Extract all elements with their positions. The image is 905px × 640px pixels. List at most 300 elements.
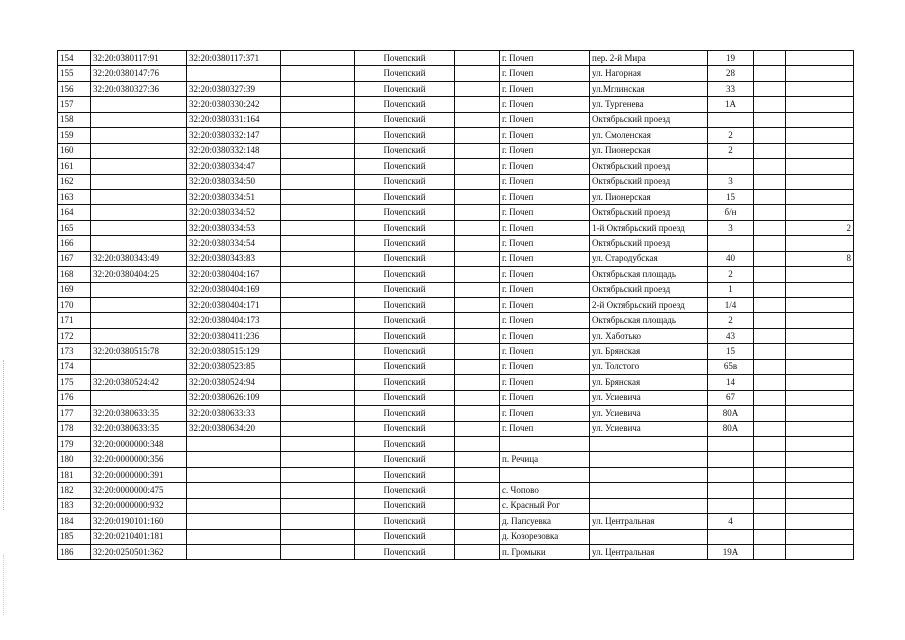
cell-flat: [786, 236, 854, 251]
cell-empty: [455, 97, 500, 112]
cell-house: [708, 452, 754, 467]
cell-district: Почепский: [355, 328, 455, 343]
cell-row-number: 175: [58, 375, 91, 390]
cell-cadastral-building: [187, 66, 281, 81]
cell-cadastral-land: [91, 143, 187, 158]
cell-cadastral-land: [91, 205, 187, 220]
cell-street: ул. Смоленская: [590, 128, 708, 143]
cell-street: ул. Брянская: [590, 344, 708, 359]
cell-empty: [281, 159, 355, 174]
cell-cadastral-building: 32:20:0380515:129: [187, 344, 281, 359]
cell-flat: [786, 421, 854, 436]
cell-house: 2: [708, 313, 754, 328]
cell-locality: г. Почеп: [500, 328, 590, 343]
cell-district: Почепский: [355, 81, 455, 96]
cell-empty: [455, 282, 500, 297]
cell-empty: [281, 390, 355, 405]
cell-flat: [786, 313, 854, 328]
cell-cadastral-land: 32:20:0000000:391: [91, 467, 187, 482]
cell-row-number: 154: [58, 51, 91, 66]
cell-district: Почепский: [355, 97, 455, 112]
cell-row-number: 174: [58, 359, 91, 374]
cell-flat: [786, 97, 854, 112]
cell-cadastral-land: 32:20:0380117:91: [91, 51, 187, 66]
cell-row-number: 157: [58, 97, 91, 112]
cell-street: ул. Пионерская: [590, 143, 708, 158]
cell-empty: [455, 467, 500, 482]
cell-locality: [500, 467, 590, 482]
table-row: [58, 220, 854, 235]
cell-cadastral-land: [91, 298, 187, 313]
cell-row-number: 170: [58, 298, 91, 313]
scan-edge-mark: [3, 360, 5, 510]
cell-locality: п. Громыки: [500, 545, 590, 560]
cell-empty: [281, 421, 355, 436]
cell-empty: [455, 498, 500, 513]
table-row: [58, 359, 854, 374]
cell-locality: г. Почеп: [500, 390, 590, 405]
cell-locality: г. Почеп: [500, 66, 590, 81]
cell-flat: [786, 467, 854, 482]
cell-house: б/н: [708, 205, 754, 220]
table-row: [58, 128, 854, 143]
cell-row-number: 158: [58, 112, 91, 127]
cell-flat: [786, 174, 854, 189]
cell-house: 80А: [708, 406, 754, 421]
table-row: [58, 313, 854, 328]
cell-empty: [281, 97, 355, 112]
cell-cadastral-land: 32:20:0380633:35: [91, 406, 187, 421]
table-row: [58, 344, 854, 359]
cell-row-number: 156: [58, 81, 91, 96]
cell-house: [708, 467, 754, 482]
cell-cadastral-land: 32:20:0000000:348: [91, 436, 187, 451]
cell-flat: [786, 328, 854, 343]
cell-cadastral-land: [91, 313, 187, 328]
cell-locality: с. Чопово: [500, 483, 590, 498]
cell-empty: [754, 529, 786, 544]
cell-cadastral-land: [91, 189, 187, 204]
cell-street: [590, 467, 708, 482]
cell-street: [590, 452, 708, 467]
cell-empty: [754, 220, 786, 235]
cell-empty: [281, 359, 355, 374]
cell-locality: г. Почеп: [500, 236, 590, 251]
table-row: [58, 251, 854, 266]
cell-empty: [754, 143, 786, 158]
cell-locality: г. Почеп: [500, 174, 590, 189]
table-row: [58, 159, 854, 174]
cell-street: ул. Нагорная: [590, 66, 708, 81]
cell-empty: [281, 128, 355, 143]
cell-locality: г. Почеп: [500, 359, 590, 374]
cell-empty: [281, 467, 355, 482]
cell-cadastral-building: 32:20:0380404:171: [187, 298, 281, 313]
cell-district: Почепский: [355, 143, 455, 158]
cell-street: ул. Толстого: [590, 359, 708, 374]
document-sheet: [57, 50, 853, 560]
cell-empty: [455, 236, 500, 251]
cell-locality: п. Речица: [500, 452, 590, 467]
cell-cadastral-land: 32:20:0380327:36: [91, 81, 187, 96]
cell-locality: г. Почеп: [500, 128, 590, 143]
cell-flat: [786, 267, 854, 282]
cell-empty: [754, 267, 786, 282]
cell-district: Почепский: [355, 436, 455, 451]
cell-empty: [281, 375, 355, 390]
cell-flat: 2: [786, 220, 854, 235]
cell-district: Почепский: [355, 174, 455, 189]
cell-empty: [754, 375, 786, 390]
cell-cadastral-building: 32:20:0380334:54: [187, 236, 281, 251]
cell-empty: [455, 375, 500, 390]
cell-street: [590, 498, 708, 513]
table-row: [58, 390, 854, 405]
cell-empty: [281, 529, 355, 544]
cell-flat: [786, 452, 854, 467]
cell-empty: [455, 313, 500, 328]
cell-flat: 8: [786, 251, 854, 266]
cell-cadastral-land: [91, 328, 187, 343]
cell-row-number: 186: [58, 545, 91, 560]
cell-flat: [786, 436, 854, 451]
cell-empty: [455, 514, 500, 529]
cell-empty: [754, 81, 786, 96]
cell-empty: [754, 66, 786, 81]
cell-empty: [754, 436, 786, 451]
cell-locality: г. Почеп: [500, 375, 590, 390]
cell-house: 1/4: [708, 298, 754, 313]
cell-cadastral-building: 32:20:0380332:147: [187, 128, 281, 143]
cell-empty: [281, 436, 355, 451]
cell-cadastral-land: 32:20:0000000:932: [91, 498, 187, 513]
cell-district: Почепский: [355, 51, 455, 66]
cell-cadastral-building: [187, 483, 281, 498]
cell-flat: [786, 112, 854, 127]
cell-empty: [281, 236, 355, 251]
cell-district: Почепский: [355, 498, 455, 513]
cell-district: Почепский: [355, 313, 455, 328]
cell-empty: [455, 251, 500, 266]
cell-row-number: 177: [58, 406, 91, 421]
cell-empty: [455, 66, 500, 81]
cell-street: ул. Центральная: [590, 514, 708, 529]
cell-house: [708, 159, 754, 174]
cell-empty: [455, 189, 500, 204]
cell-empty: [455, 220, 500, 235]
table-body: [58, 51, 854, 560]
cell-flat: [786, 375, 854, 390]
cell-street: Октябрьский проезд: [590, 112, 708, 127]
cell-locality: г. Почеп: [500, 205, 590, 220]
table-row: [58, 143, 854, 158]
cell-empty: [754, 128, 786, 143]
cell-empty: [455, 159, 500, 174]
table-row: [58, 205, 854, 220]
cell-row-number: 162: [58, 174, 91, 189]
cell-flat: [786, 529, 854, 544]
cell-locality: г. Почеп: [500, 282, 590, 297]
cell-empty: [754, 189, 786, 204]
cell-cadastral-building: 32:20:0380334:52: [187, 205, 281, 220]
cell-cadastral-land: 32:20:0380515:78: [91, 344, 187, 359]
cell-cadastral-building: 32:20:0380626:109: [187, 390, 281, 405]
cell-house: 1А: [708, 97, 754, 112]
table-row: [58, 66, 854, 81]
cell-empty: [281, 514, 355, 529]
cell-cadastral-building: 32:20:0380634:20: [187, 421, 281, 436]
cell-house: 2: [708, 143, 754, 158]
cell-locality: г. Почеп: [500, 421, 590, 436]
cell-row-number: 173: [58, 344, 91, 359]
cell-empty: [281, 452, 355, 467]
cell-cadastral-building: 32:20:0380332:148: [187, 143, 281, 158]
cell-cadastral-building: 32:20:0380404:169: [187, 282, 281, 297]
cell-house: 2: [708, 128, 754, 143]
cell-empty: [281, 51, 355, 66]
cell-locality: г. Почеп: [500, 220, 590, 235]
cell-empty: [455, 359, 500, 374]
cell-empty: [455, 406, 500, 421]
cell-empty: [281, 267, 355, 282]
table-row: [58, 328, 854, 343]
cell-locality: г. Почеп: [500, 97, 590, 112]
cell-row-number: 155: [58, 66, 91, 81]
cell-district: Почепский: [355, 251, 455, 266]
cell-empty: [754, 483, 786, 498]
cell-empty: [455, 545, 500, 560]
cell-empty: [754, 205, 786, 220]
cell-cadastral-land: [91, 97, 187, 112]
cell-street: 2-й Октябрьский проезд: [590, 298, 708, 313]
cell-empty: [754, 97, 786, 112]
cell-flat: [786, 390, 854, 405]
cell-flat: [786, 483, 854, 498]
table-row: [58, 498, 854, 513]
cell-empty: [754, 328, 786, 343]
cell-cadastral-building: 32:20:0380633:33: [187, 406, 281, 421]
cell-locality: [500, 436, 590, 451]
cell-district: Почепский: [355, 514, 455, 529]
cell-locality: г. Почеп: [500, 298, 590, 313]
cell-district: Почепский: [355, 452, 455, 467]
cell-district: Почепский: [355, 236, 455, 251]
cell-district: Почепский: [355, 344, 455, 359]
cell-row-number: 167: [58, 251, 91, 266]
cell-row-number: 166: [58, 236, 91, 251]
cell-house: 80А: [708, 421, 754, 436]
cell-house: 1: [708, 282, 754, 297]
cell-empty: [754, 452, 786, 467]
cell-flat: [786, 406, 854, 421]
cell-house: 2: [708, 267, 754, 282]
cell-empty: [754, 514, 786, 529]
cell-cadastral-building: 32:20:0380331:164: [187, 112, 281, 127]
table-row: [58, 406, 854, 421]
cell-house: 3: [708, 174, 754, 189]
cell-house: [708, 483, 754, 498]
cell-district: Почепский: [355, 390, 455, 405]
cell-cadastral-building: 32:20:0380334:53: [187, 220, 281, 235]
cell-row-number: 176: [58, 390, 91, 405]
cell-flat: [786, 189, 854, 204]
cell-cadastral-land: [91, 359, 187, 374]
cell-cadastral-building: 32:20:0380117:371: [187, 51, 281, 66]
cell-district: Почепский: [355, 282, 455, 297]
cell-empty: [754, 298, 786, 313]
cell-empty: [455, 298, 500, 313]
cell-street: ул. Брянская: [590, 375, 708, 390]
cell-empty: [455, 436, 500, 451]
cell-cadastral-land: 32:20:0380147:76: [91, 66, 187, 81]
cell-street: ул. Усиевича: [590, 406, 708, 421]
table-row: [58, 545, 854, 560]
cell-house: 15: [708, 344, 754, 359]
cell-row-number: 160: [58, 143, 91, 158]
cell-house: 33: [708, 81, 754, 96]
cell-cadastral-building: 32:20:0380330:242: [187, 97, 281, 112]
cell-cadastral-building: 32:20:0380411:236: [187, 328, 281, 343]
cell-empty: [754, 344, 786, 359]
cell-empty: [455, 452, 500, 467]
cell-street: ул.Мглинская: [590, 81, 708, 96]
cell-row-number: 159: [58, 128, 91, 143]
cell-empty: [754, 51, 786, 66]
table-row: [58, 236, 854, 251]
cell-house: [708, 112, 754, 127]
cell-locality: д. Папсуевка: [500, 514, 590, 529]
cell-house: [708, 498, 754, 513]
cell-house: 19А: [708, 545, 754, 560]
cell-district: Почепский: [355, 112, 455, 127]
cell-street: Октябрьский проезд: [590, 282, 708, 297]
table-row: [58, 298, 854, 313]
cell-empty: [281, 66, 355, 81]
cell-house: [708, 529, 754, 544]
cell-street: 1-й Октябрьский проезд: [590, 220, 708, 235]
cell-district: Почепский: [355, 421, 455, 436]
cell-locality: г. Почеп: [500, 267, 590, 282]
cell-locality: г. Почеп: [500, 51, 590, 66]
cell-cadastral-land: 32:20:0380633:35: [91, 421, 187, 436]
cell-empty: [455, 128, 500, 143]
cell-street: пер. 2-й Мира: [590, 51, 708, 66]
cell-flat: [786, 205, 854, 220]
cell-flat: [786, 545, 854, 560]
cell-house: 65в: [708, 359, 754, 374]
cell-cadastral-land: [91, 390, 187, 405]
table-row: [58, 467, 854, 482]
cell-empty: [281, 112, 355, 127]
cell-locality: г. Почеп: [500, 143, 590, 158]
cell-district: Почепский: [355, 267, 455, 282]
cell-district: Почепский: [355, 220, 455, 235]
cell-locality: г. Почеп: [500, 159, 590, 174]
cell-flat: [786, 359, 854, 374]
cell-street: ул. Стародубская: [590, 251, 708, 266]
cell-flat: [786, 159, 854, 174]
cell-cadastral-building: 32:20:0380404:167: [187, 267, 281, 282]
table-row: [58, 189, 854, 204]
cell-street: ул. Хаботько: [590, 328, 708, 343]
cell-empty: [281, 205, 355, 220]
cell-empty: [754, 313, 786, 328]
cell-cadastral-land: [91, 128, 187, 143]
cell-street: Октябрьская площадь: [590, 313, 708, 328]
cell-empty: [455, 205, 500, 220]
cell-district: Почепский: [355, 545, 455, 560]
cell-street: ул. Центральная: [590, 545, 708, 560]
cell-district: Почепский: [355, 375, 455, 390]
cell-flat: [786, 498, 854, 513]
cell-district: Почепский: [355, 128, 455, 143]
cell-cadastral-building: [187, 498, 281, 513]
cell-locality: г. Почеп: [500, 81, 590, 96]
cell-district: Почепский: [355, 298, 455, 313]
cell-street: [590, 436, 708, 451]
cell-cadastral-land: 32:20:0380404:25: [91, 267, 187, 282]
table-row: [58, 267, 854, 282]
cell-cadastral-land: 32:20:0210401:181: [91, 529, 187, 544]
cell-empty: [281, 483, 355, 498]
cell-empty: [455, 344, 500, 359]
cell-cadastral-land: [91, 236, 187, 251]
cell-cadastral-building: [187, 452, 281, 467]
table-row: [58, 51, 854, 66]
cell-empty: [455, 267, 500, 282]
cell-empty: [281, 498, 355, 513]
cell-house: 40: [708, 251, 754, 266]
cell-cadastral-land: [91, 220, 187, 235]
cell-empty: [281, 406, 355, 421]
cell-empty: [455, 143, 500, 158]
cell-locality: с. Красный Рог: [500, 498, 590, 513]
cell-empty: [281, 189, 355, 204]
cell-district: Почепский: [355, 359, 455, 374]
cell-empty: [455, 390, 500, 405]
cell-flat: [786, 143, 854, 158]
cell-cadastral-land: [91, 159, 187, 174]
cell-row-number: 183: [58, 498, 91, 513]
cell-cadastral-building: [187, 467, 281, 482]
cell-house: 28: [708, 66, 754, 81]
cell-street: Октябрьский проезд: [590, 174, 708, 189]
cell-cadastral-building: 32:20:0380524:94: [187, 375, 281, 390]
cell-empty: [754, 359, 786, 374]
cell-district: Почепский: [355, 467, 455, 482]
cell-empty: [754, 159, 786, 174]
cell-empty: [281, 298, 355, 313]
cell-empty: [754, 390, 786, 405]
cell-locality: г. Почеп: [500, 313, 590, 328]
cell-cadastral-building: 32:20:0380523:85: [187, 359, 281, 374]
cell-cadastral-land: [91, 112, 187, 127]
cell-row-number: 171: [58, 313, 91, 328]
cell-flat: [786, 81, 854, 96]
cell-district: Почепский: [355, 205, 455, 220]
cell-row-number: 181: [58, 467, 91, 482]
table-row: [58, 483, 854, 498]
cell-flat: [786, 51, 854, 66]
cell-locality: г. Почеп: [500, 406, 590, 421]
cell-cadastral-building: 32:20:0380334:51: [187, 189, 281, 204]
cell-flat: [786, 344, 854, 359]
cell-district: Почепский: [355, 189, 455, 204]
property-register-table: [57, 50, 854, 560]
cell-empty: [754, 467, 786, 482]
cell-cadastral-land: 32:20:0250501:362: [91, 545, 187, 560]
cell-flat: [786, 514, 854, 529]
